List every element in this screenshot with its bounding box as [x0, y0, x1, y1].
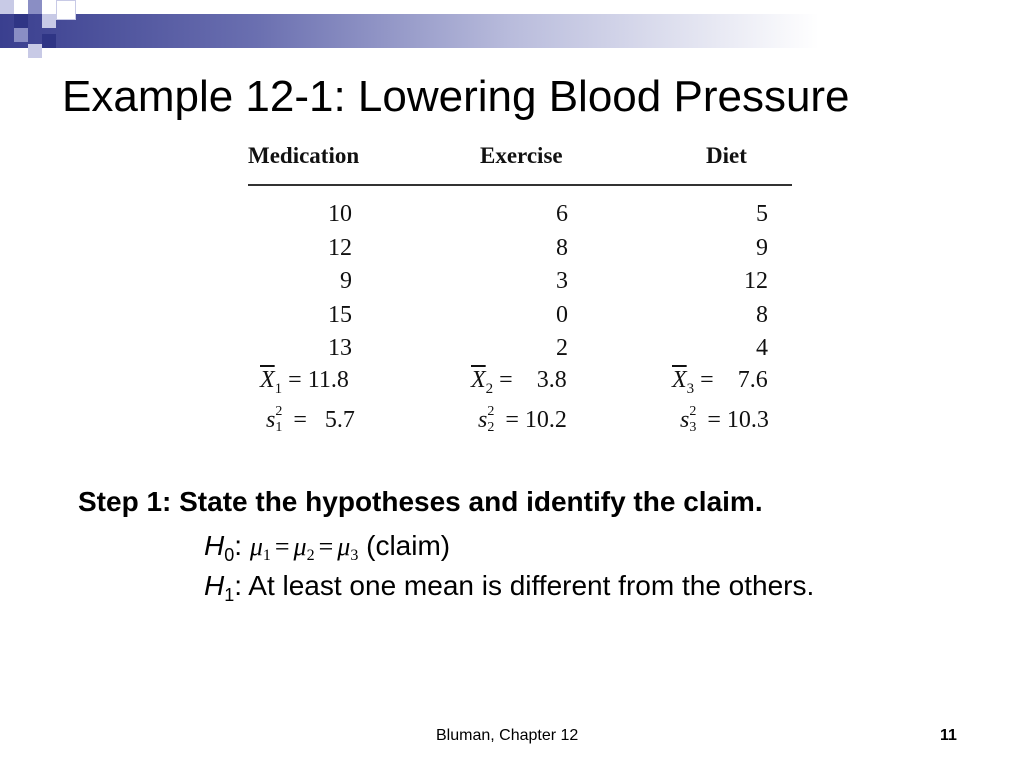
decor-square — [14, 14, 28, 28]
table-cell-diet: 8 — [756, 301, 768, 328]
table-cell-medication: 12 — [328, 234, 352, 261]
table-cell-diet: 12 — [744, 268, 768, 294]
table-cell-diet: 5 — [756, 201, 768, 227]
decor-square — [56, 0, 76, 20]
decor-square — [0, 0, 14, 14]
decor-square — [42, 14, 56, 28]
decor-square — [28, 0, 42, 14]
table-cell-diet: 9 — [756, 234, 768, 261]
table-cell-exercise: 0 — [556, 301, 568, 328]
table-cell-medication: 15 — [328, 301, 352, 328]
decor-square — [42, 34, 56, 48]
variance-medication: s 2 1 = 5.7 — [266, 404, 355, 435]
table-cell-exercise: 2 — [556, 335, 568, 361]
mean-diet: $\overline{X}_3$ = 7.6 — [672, 367, 768, 397]
table-cell-medication: 10 — [328, 201, 352, 227]
decor-square — [28, 44, 42, 58]
mean-medication: $\overline{X}_1 = 11.8$ — [260, 367, 349, 397]
header-band — [0, 14, 1024, 48]
decor-square — [14, 28, 28, 42]
table-cell-medication: 13 — [328, 335, 352, 361]
table-cell-exercise: 3 — [556, 268, 568, 294]
column-header-exercise: Exercise — [480, 143, 563, 168]
table-cell-medication: 9 — [340, 268, 352, 294]
null-hypothesis: $H_0$: μ1 = μ2 = μ3 (claim) — [204, 530, 451, 565]
claim-label: (claim) — [366, 530, 451, 561]
table-cell-exercise: 8 — [556, 234, 568, 261]
variance-exercise: s 2 2 = 10.2 — [478, 404, 567, 435]
alternative-hypothesis: $H_1$: At least one mean is different from the others. — [204, 570, 815, 605]
slide-footer: Bluman, Chapter 12 — [436, 727, 579, 744]
table-cell-diet: 4 — [756, 335, 768, 361]
step-heading: Step 1: State the hypotheses and identify the claim. — [78, 486, 763, 517]
column-header-diet: Diet — [706, 143, 747, 168]
slide-title: Example 12-1: Lowering Blood Pressure — [62, 72, 850, 121]
slide-number: 11 — [940, 727, 957, 744]
variance-diet: s 2 3 = 10.3 — [680, 404, 769, 435]
mean-exercise: $\overline{X}_2$ = 3.8 — [471, 367, 567, 397]
column-header-medication: Medication — [248, 143, 360, 168]
header-rule — [248, 184, 792, 186]
table-cell-exercise: 6 — [556, 201, 568, 227]
